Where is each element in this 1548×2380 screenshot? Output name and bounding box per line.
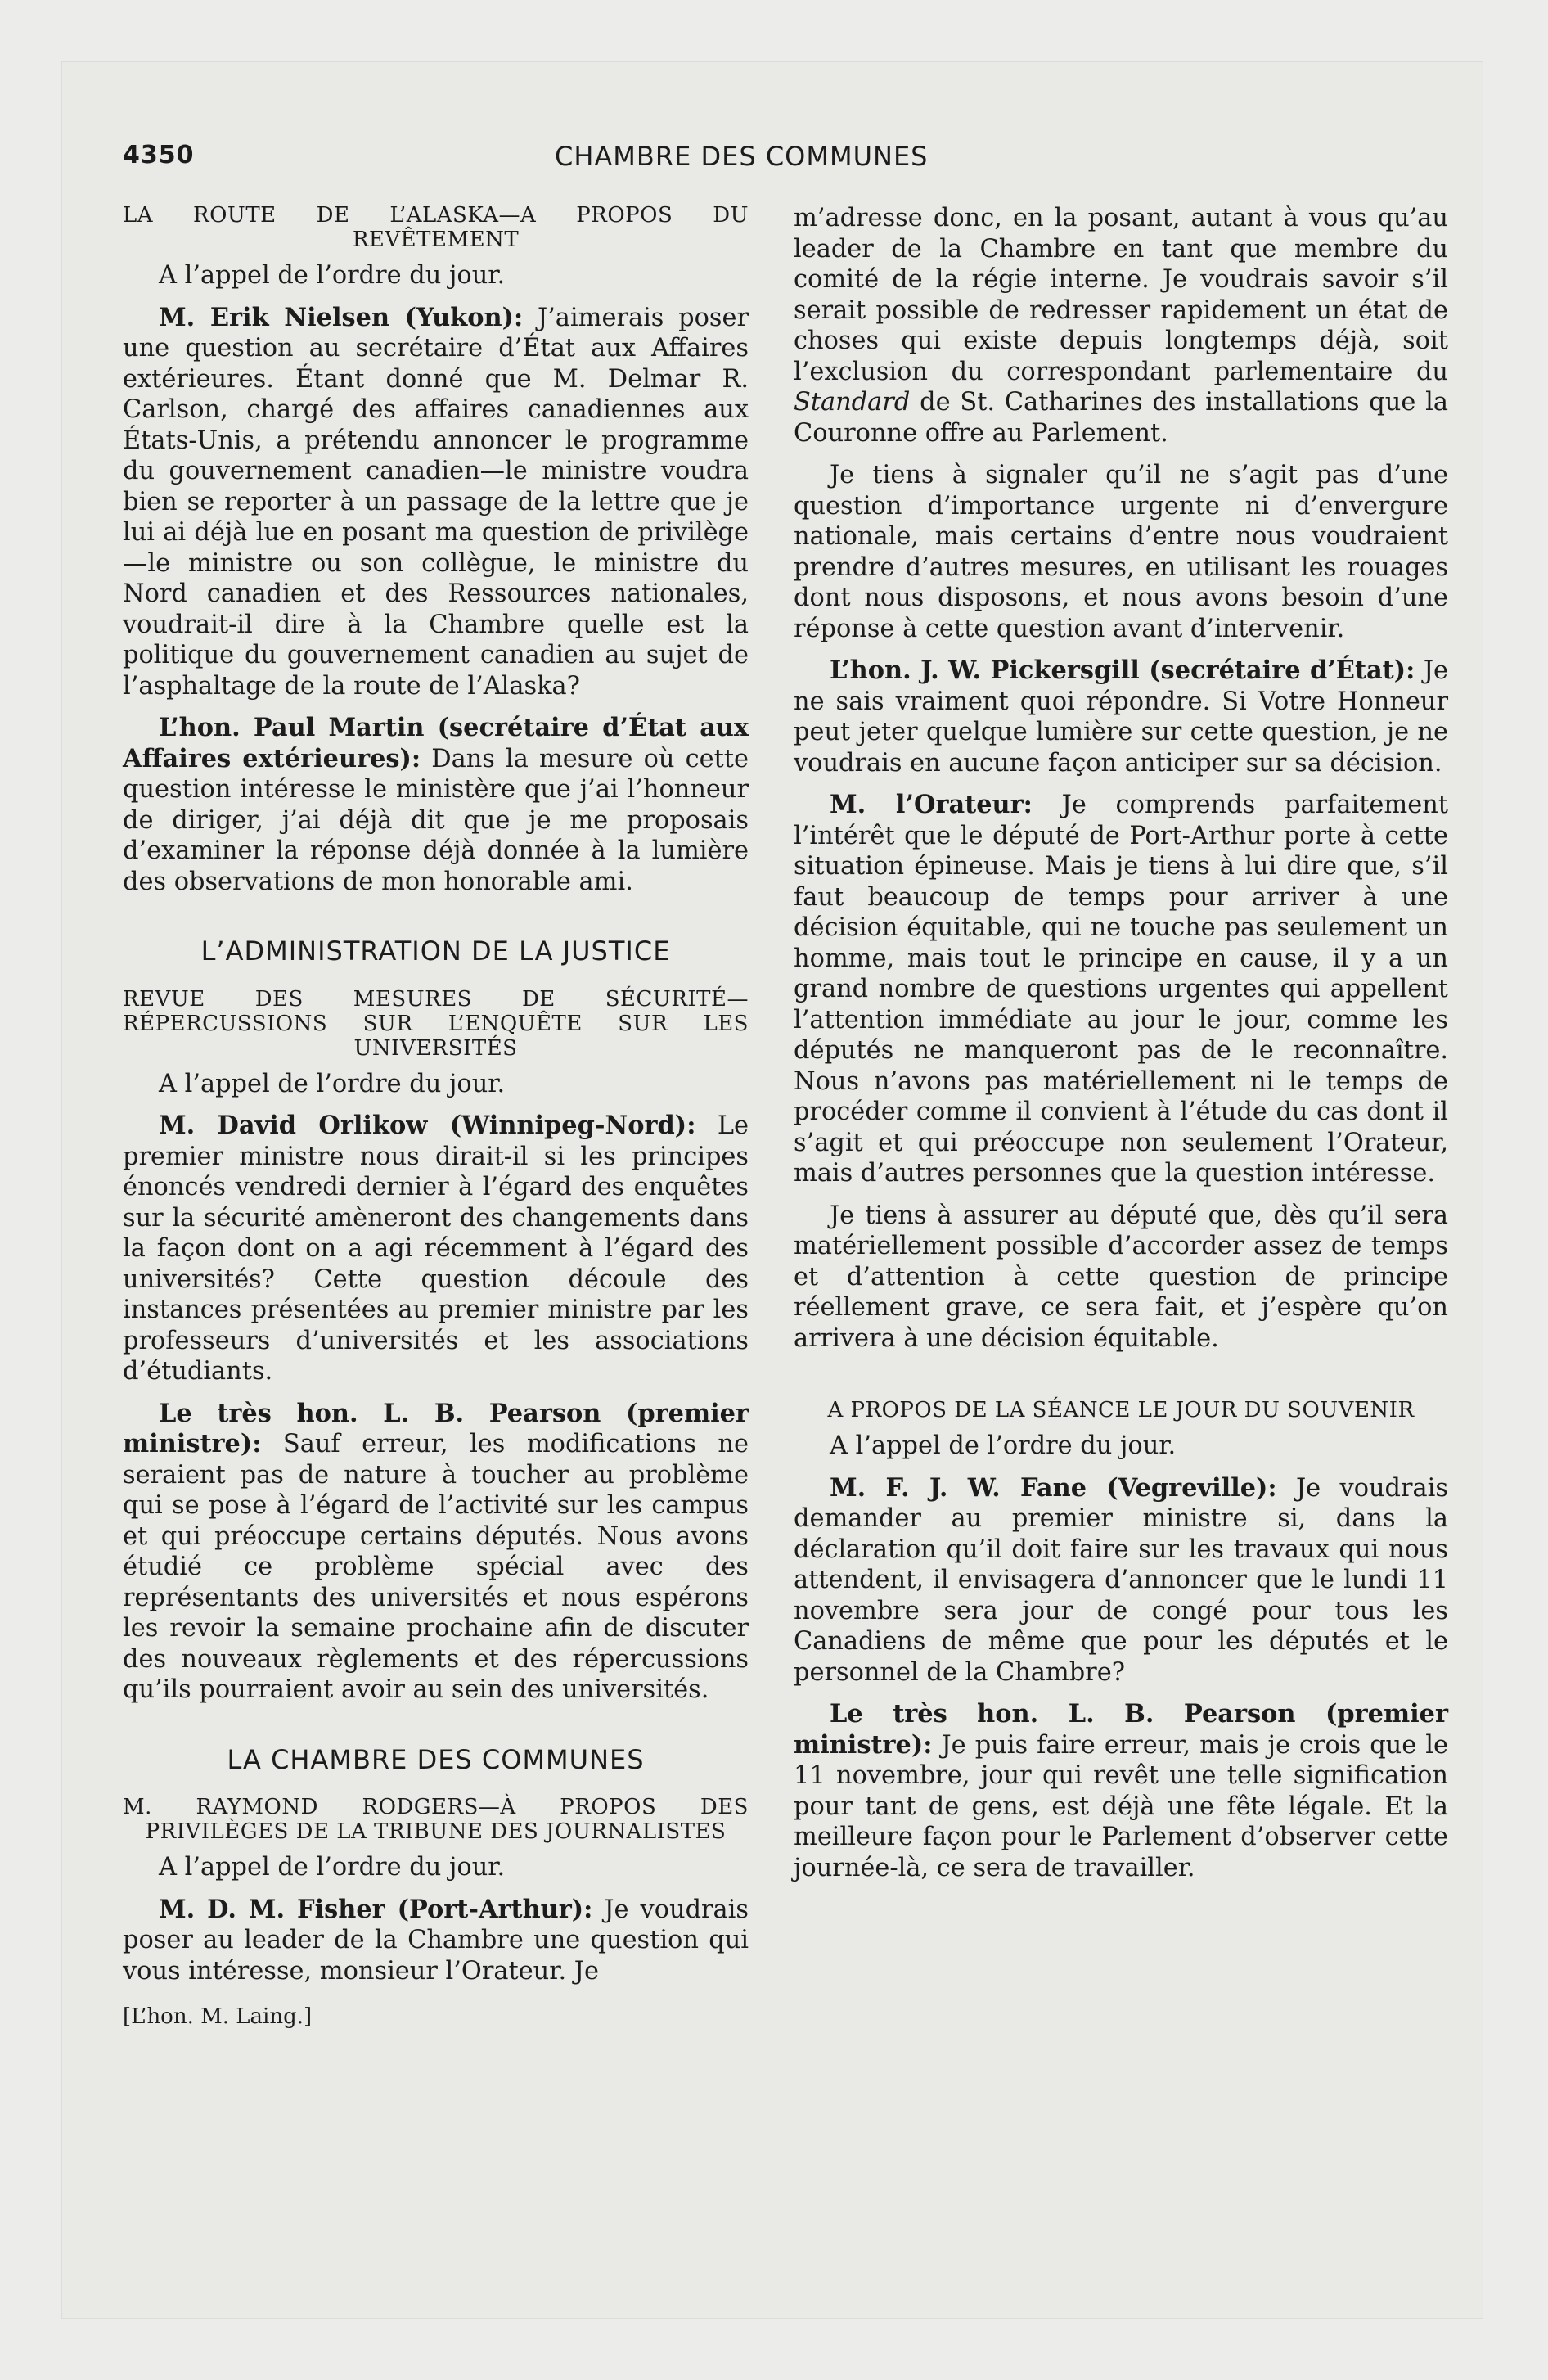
speaker-name: M. D. M. Fisher (Port-Arthur): bbox=[159, 1894, 593, 1924]
speech-text: Je ne sais vraiment quoi répondre. Si Votre Honneur peut jeter quelque lumière sur cette question, je ne voudrais en aucune façon anticiper sur sa décision. bbox=[794, 656, 1448, 778]
speaker-name: M. Erik Nielsen (Yukon): bbox=[159, 302, 524, 332]
speech-text: Sauf erreur, les modifications ne seraient pas de nature à toucher au problème qui se pose à l’égard de l’activité sur les campus et qui préoccupe certains députés. Nous avons étudié ce problème spécial avec des représentants des universités et nous espérons les revoir la semaine prochaine afin de discuter des nouveaux règlements et des répercussions qu’ils pourraient avoir au sein des universités. bbox=[123, 1430, 749, 1704]
speech-fane bbox=[794, 1473, 1448, 1688]
newspaper-title: Standard bbox=[794, 388, 911, 417]
section-heading-justice: L’ADMINISTRATION DE LA JUSTICE bbox=[200, 935, 671, 967]
speaker-name: M. l’Orateur: bbox=[830, 790, 1033, 819]
speech-speaker bbox=[794, 790, 1448, 1189]
speech-text: J’aimerais poser une question au secrétaire d’État aux Affaires extérieures. Étant donné que M. Delmar R. Carlson, chargé des affaires canadiennes aux États-Unis, a prétendu annoncer le programme du gouvernement canadien—le ministre voudra bien se reporter à un passage de la lettre que je lui ai déjà lue en posant ma question de privilège—le ministre ou son collègue, le ministre du Nord canadien et des Ressources nationales, voudrait-il dire à la Chambre quelle est la politique du gouvernement canadien au sujet de l’asphaltage de la route de l’Alaska? bbox=[123, 303, 749, 701]
page-number: 4350 bbox=[123, 141, 195, 169]
footer-reference: [L’hon. M. Laing.] bbox=[123, 2004, 313, 2029]
speaker-name: M. David Orlikow (Winnipeg-Nord): bbox=[159, 1111, 696, 1140]
speech-text: Je comprends parfaitement l’intérêt que le député de Port-Arthur porte à cette situation épineuse. Mais je tiens à lui dire que, s’il faut beaucoup de temps pour arriver à une décision équitable, qui ne touche pas seulement un homme, mais tout le principe en cause, il y a un grand nombre de questions urgentes qui appellent l’attention immédiate au jour le jour, comme les députés ne manqueront pas de le reconnaître. Nous n’avons pas matériellement ni le temps de procéder comme il convient à l’étude du cas dont il s’agit et qui préoccupe non seulement l’Orateur, mais d’autres personnes que la question intéresse. bbox=[794, 791, 1448, 1188]
speech-text: Le premier ministre nous dirait-il si les principes énoncés vendredi dernier à l’égard des enquêtes sur la sécurité amèneront des changements dans la façon dont on a agi récemment à l’égard des universités? Cette question découle des instances présentées au premier ministre par les professeurs d’universités et les associations d’étudiants. bbox=[123, 1111, 749, 1386]
speech-text: m’adresse donc, en la posant, autant à vous qu’au leader de la Chambre en tant que membre du comité de la régie interne. Je voudrais savoir s’il serait possible de redresser rapidement un état de choses qui existe depuis longtemps déjà, soit l’exclusion du correspondant parlementaire du bbox=[794, 204, 1448, 386]
speech-speaker-2: Je tiens à assurer au député que, dès qu’il sera matériellement possible d’accorder assez de temps et d’attention à cette question de principe réellement grave, ce sera fait, et j’espère qu’on arrivera à une décision équitable. bbox=[794, 1201, 1448, 1353]
speaker-name: L’hon. Paul Martin (secrétaire d’État aux Affaires extérieures): bbox=[123, 713, 749, 773]
section-heading-commons: LA CHAMBRE DES COMMUNES bbox=[227, 1743, 645, 1775]
speaker-name: L’hon. J. W. Pickersgill (secrétaire d’État): bbox=[830, 656, 1415, 685]
speech-text: Je puis faire erreur, mais je crois que le 11 novembre, jour qui revêt une telle signification pour tant de gens, est déjà une fête légale. Et la meilleure façon pour le Parlement d’observer cette journée-là, ce sera de travailler. bbox=[794, 1730, 1448, 1882]
left-column bbox=[123, 203, 749, 2029]
subheading-security-review: REVUE DES MESURES DE SÉCURITÉ—RÉPERCUSSIONS SUR L’ENQUÊTE SUR LES UNIVERSITÉS bbox=[123, 986, 749, 1061]
speech-text: Je voudrais demander au premier ministre si, dans la déclaration qu’il doit faire sur les travaux qui nous attendent, il envisagera d’annoncer que le lundi 11 novembre sera jour de congé pour tous les Canadiens de même que pour les députés et le personnel de la Chambre? bbox=[794, 1473, 1448, 1687]
speech-fisher-continued bbox=[794, 203, 1448, 449]
speaker-name: Le très hon. L. B. Pearson (premier ministre): bbox=[123, 1398, 749, 1458]
subheading-alaska-road: LA ROUTE DE L’ALASKA—A PROPOS DU REVÊTEMENT bbox=[123, 203, 749, 252]
speech-pearson-2 bbox=[794, 1699, 1448, 1883]
procedure-note: A l’appel de l’ordre du jour. bbox=[159, 1069, 506, 1098]
speech-fisher-continued-2: Je tiens à signaler qu’il ne s’agit pas d’une question d’importance urgente ni d’envergure nationale, mais certains d’entre nous voudraient prendre d’autres mesures, en utilisant les rouages dont nous disposons, et nous avons besoin d’une réponse à cette question avant d’intervenir. bbox=[794, 461, 1448, 643]
speech-text: Je voudrais poser au leader de la Chambre une question qui vous intéresse, monsieur l’Orateur. Je bbox=[123, 1895, 749, 1986]
speaker-name: Le très hon. L. B. Pearson (premier ministre): bbox=[794, 1699, 1448, 1760]
speech-fisher bbox=[123, 1895, 749, 1987]
page-header bbox=[123, 141, 1415, 174]
right-column bbox=[794, 203, 1448, 1895]
subheading-press-gallery: M. RAYMOND RODGERS—À PROPOS DES PRIVILÈGES DE LA TRIBUNE DES JOURNALISTES bbox=[123, 1795, 749, 1844]
subheading-remembrance-day: A PROPOS DE LA SÉANCE LE JOUR DU SOUVENIR bbox=[827, 1398, 1415, 1422]
speech-pickersgill bbox=[794, 656, 1448, 778]
running-title: CHAMBRE DES COMMUNES bbox=[555, 141, 929, 172]
procedure-note: A l’appel de l’ordre du jour. bbox=[159, 261, 506, 290]
speaker-name: M. F. J. W. Fane (Vegreville): bbox=[830, 1472, 1277, 1503]
speech-martin bbox=[123, 713, 749, 897]
speech-text: de St. Catharines des installations que la Couronne offre au Parlement. bbox=[794, 388, 1448, 448]
procedure-note: A l’appel de l’ordre du jour. bbox=[830, 1431, 1177, 1460]
speech-pearson bbox=[123, 1399, 749, 1706]
speech-orlikow bbox=[123, 1111, 749, 1387]
speech-text: Dans la mesure où cette question intéresse le ministère que j’ai l’honneur de diriger, j’ai déjà dit que je me proposais d’examiner la réponse déjà donnée à la lumière des observations de mon honorable ami. bbox=[123, 744, 749, 896]
speech-nielsen bbox=[123, 303, 749, 702]
procedure-note: A l’appel de l’ordre du jour. bbox=[159, 1853, 506, 1882]
